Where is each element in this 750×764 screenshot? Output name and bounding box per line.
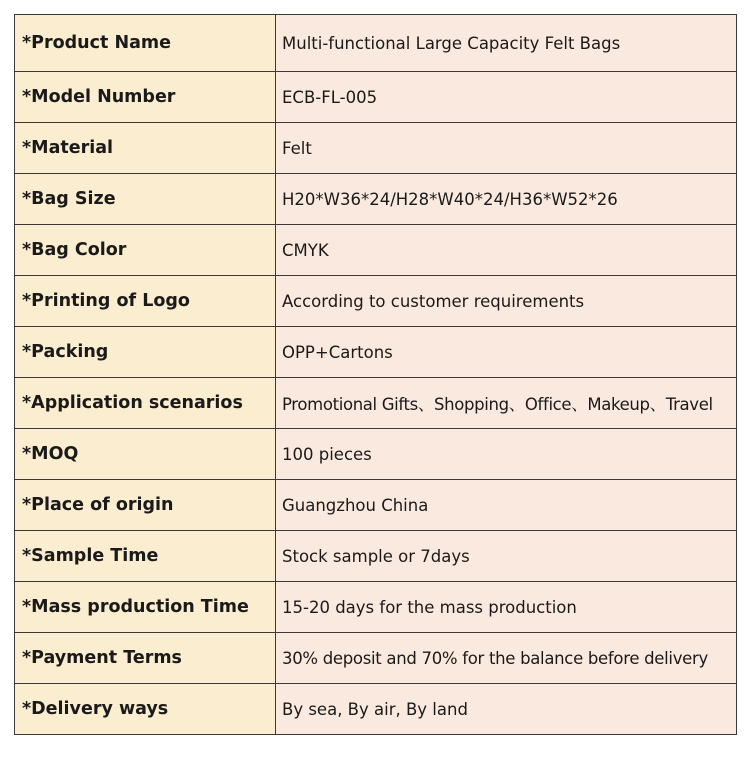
table-row: [15, 123, 737, 174]
spec-label-sample-time: *Sample Time: [15, 531, 276, 582]
table-row: [15, 582, 737, 633]
table-row: [15, 480, 737, 531]
spec-label-bag-size: *Bag Size: [15, 174, 276, 225]
table-row: [15, 327, 737, 378]
spec-value-application-scenarios: Promotional Gifts、Shopping、Office、Makeup、Travel: [276, 378, 737, 429]
spec-label-place-of-origin: *Place of origin: [15, 480, 276, 531]
spec-value-printing-of-logo: According to customer requirements: [276, 276, 737, 327]
table-row: [15, 72, 737, 123]
spec-value-moq: 100 pieces: [276, 429, 737, 480]
spec-label-material: *Material: [15, 123, 276, 174]
spec-value-model-number: ECB-FL-005: [276, 72, 737, 123]
spec-label-application-scenarios: *Application scenarios: [15, 378, 276, 429]
product-spec-table: [14, 14, 737, 735]
table-row: [15, 174, 737, 225]
spec-label-product-name: *Product Name: [15, 15, 276, 72]
spec-value-bag-color: CMYK: [276, 225, 737, 276]
spec-value-product-name: Multi-functional Large Capacity Felt Bags: [276, 15, 737, 72]
table-row: [15, 633, 737, 684]
table-row: [15, 531, 737, 582]
table-row: [15, 225, 737, 276]
spec-label-delivery-ways: *Delivery ways: [15, 684, 276, 735]
spec-label-mass-production-time: *Mass production Time: [15, 582, 276, 633]
spec-label-printing-of-logo: *Printing of Logo: [15, 276, 276, 327]
spec-value-mass-production-time: 15-20 days for the mass production: [276, 582, 737, 633]
table-row: [15, 378, 737, 429]
spec-label-model-number: *Model Number: [15, 72, 276, 123]
spec-value-bag-size: H20*W36*24/H28*W40*24/H36*W52*26: [276, 174, 737, 225]
spec-value-material: Felt: [276, 123, 737, 174]
spec-label-packing: *Packing: [15, 327, 276, 378]
table-row: [15, 684, 737, 735]
spec-value-packing: OPP+Cartons: [276, 327, 737, 378]
spec-label-moq: *MOQ: [15, 429, 276, 480]
spec-label-payment-terms: *Payment Terms: [15, 633, 276, 684]
spec-value-place-of-origin: Guangzhou China: [276, 480, 737, 531]
spec-value-payment-terms: 30% deposit and 70% for the balance before delivery: [276, 633, 737, 684]
table-row: [15, 15, 737, 72]
spec-label-bag-color: *Bag Color: [15, 225, 276, 276]
table-row: [15, 276, 737, 327]
spec-value-sample-time: Stock sample or 7days: [276, 531, 737, 582]
spec-value-delivery-ways: By sea, By air, By land: [276, 684, 737, 735]
spec-table-container: [14, 14, 736, 735]
table-row: [15, 429, 737, 480]
